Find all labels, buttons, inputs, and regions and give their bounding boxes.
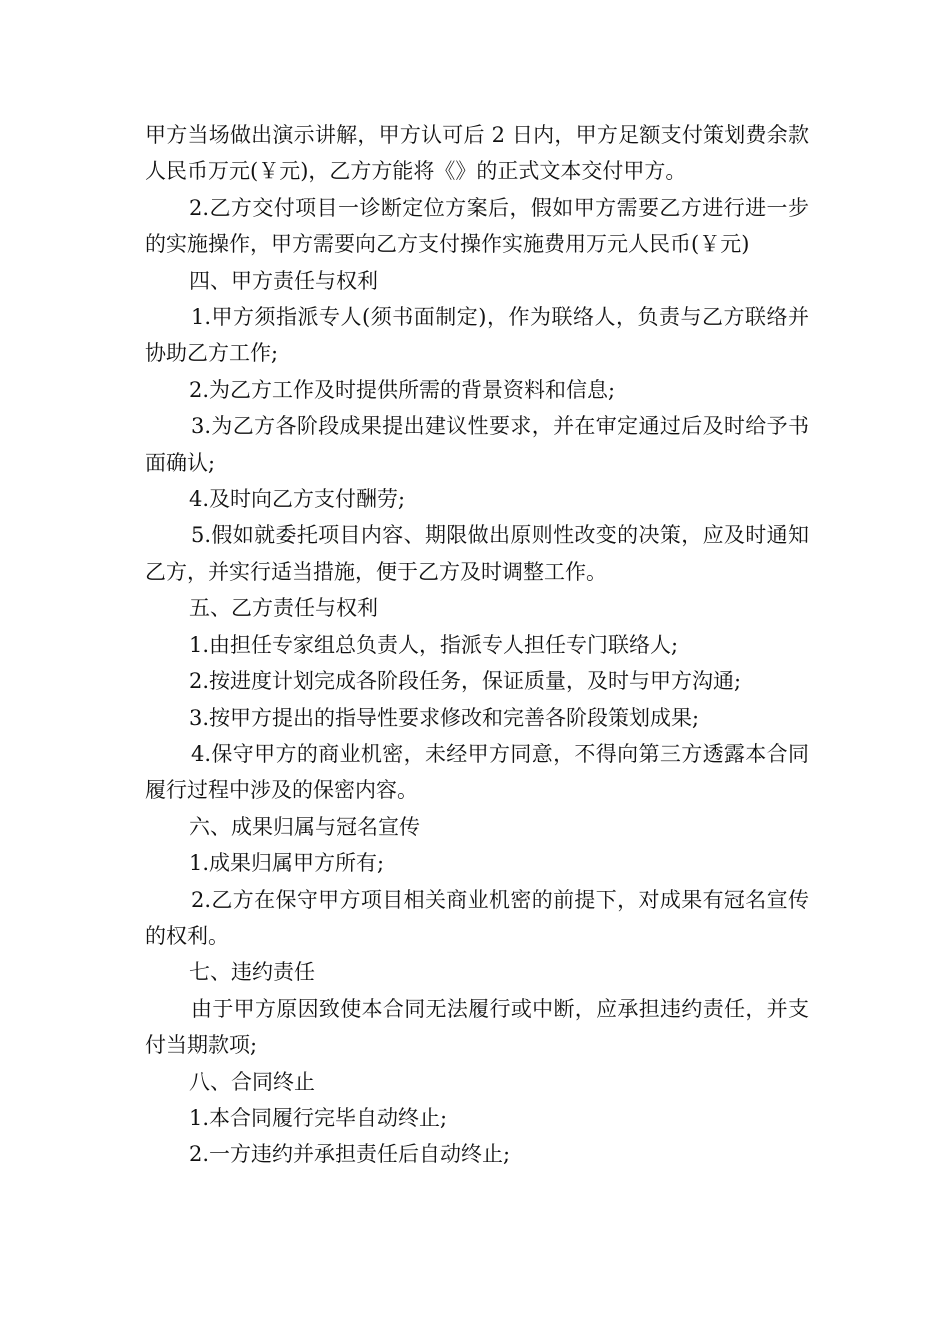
list-item: 2.一方违约并承担责任后自动终止; <box>189 1142 511 1167</box>
section-heading-breach: 七、违约责任 <box>189 960 315 985</box>
section-heading-termination: 八、合同终止 <box>189 1069 315 1094</box>
paragraph-implementation-fee: 2.乙方交付项目一诊断定位方案后，假如甲方需要乙方进行进一步的实施操作，甲方需要向乙方支付操作实施费用万元人民币(￥元) <box>145 195 809 257</box>
paragraph-payment-balance: 甲方当场做出演示讲解，甲方认可后 2 日内，甲方足额支付策划费余款人民币万元(￥元)，乙方方能将《》的正式文本交付甲方。 <box>145 123 809 184</box>
list-item: 4.及时向乙方支付酬劳; <box>189 487 406 512</box>
list-item: 3.为乙方各阶段成果提出建议性要求，并在审定通过后及时给予书面确认; <box>145 414 809 475</box>
section-heading-ownership: 六、成果归属与冠名宣传 <box>189 814 420 839</box>
list-item: 1.成果归属甲方所有; <box>189 851 385 876</box>
list-item: 2.为乙方工作及时提供所需的背景资料和信息; <box>189 377 616 402</box>
list-item: 3.按甲方提出的指导性要求修改和完善各阶段策划成果; <box>189 705 700 730</box>
document-body <box>145 117 809 1173</box>
paragraph-breach-liability: 由于甲方原因致使本合同无法履行或中断，应承担违约责任，并支付当期款项; <box>145 996 809 1058</box>
list-item: 4.保守甲方的商业机密，未经甲方同意，不得向第三方透露本合同履行过程中涉及的保密内容。 <box>145 741 809 803</box>
section-heading-party-b: 五、乙方责任与权利 <box>189 596 378 621</box>
list-item: 1.由担任专家组总负责人，指派专人担任专门联络人; <box>189 632 679 657</box>
list-item: 2.按进度计划完成各阶段任务，保证质量，及时与甲方沟通; <box>189 669 742 694</box>
list-item: 5.假如就委托项目内容、期限做出原则性改变的决策，应及时通知乙方，并实行适当措施，便于乙方及时调整工作。 <box>145 523 809 584</box>
list-item: 1.甲方须指派专人(须书面制定)，作为联络人，负责与乙方联络并协助乙方工作; <box>145 305 809 366</box>
list-item: 2.乙方在保守甲方项目相关商业机密的前提下，对成果有冠名宣传的权利。 <box>145 887 809 948</box>
section-heading-party-a: 四、甲方责任与权利 <box>189 268 378 293</box>
list-item: 1.本合同履行完毕自动终止; <box>189 1105 448 1130</box>
